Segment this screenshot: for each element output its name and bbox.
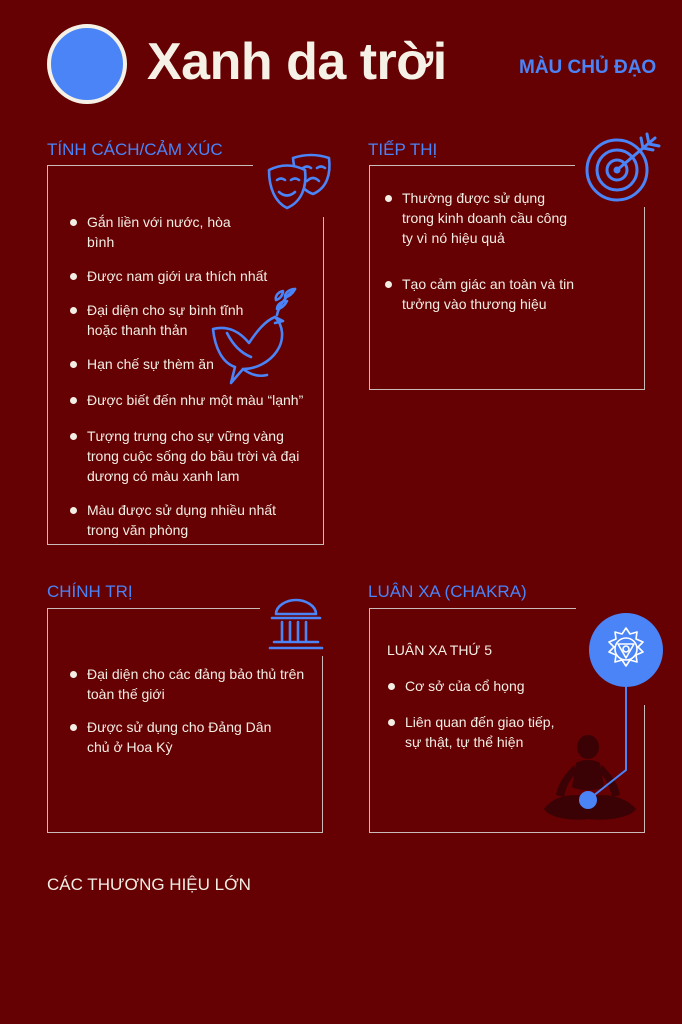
- list-item: Thường được sử dụng trong kinh doanh cầu công ty vì nó hiệu quả: [385, 188, 572, 248]
- color-swatch-circle: [47, 24, 127, 104]
- personality-heading: TÍNH CÁCH/CẢM XÚC: [47, 140, 223, 159]
- list-item: Được biết đến như một màu “lạnh”: [70, 390, 310, 410]
- theater-masks-icon: [265, 150, 335, 212]
- list-item: Đại diện cho các đảng bảo thủ trên toàn thế giới: [70, 664, 307, 704]
- chakra-subheading: LUÂN XA THỨ 5: [387, 642, 493, 658]
- list-item: Được sử dụng cho Đảng Dân chủ ở Hoa Kỳ: [70, 717, 277, 757]
- list-item: Cơ sở của cổ họng: [388, 676, 568, 696]
- personality-list: [70, 212, 310, 540]
- list-item: Tượng trưng cho sự vững vàng trong cuộc sống do bầu trời và đại dương có màu xanh lam: [70, 426, 319, 486]
- list-item: Hạn chế sự thèm ăn: [70, 354, 310, 374]
- throat-chakra-icon: [588, 612, 664, 688]
- chakra-heading: LUÂN XA (CHAKRA): [368, 582, 527, 601]
- politics-list: [70, 664, 305, 757]
- list-item: Liên quan đến giao tiếp, sự thật, tự thể hiện: [388, 712, 573, 752]
- marketing-list: [385, 188, 605, 314]
- brands-heading: CÁC THƯƠNG HIỆU LỚN: [47, 875, 251, 894]
- marketing-heading: TIẾP THỊ: [368, 140, 438, 159]
- list-item: Gắn liền với nước, hòa bình: [70, 212, 237, 252]
- list-item: Màu được sử dụng nhiều nhất trong văn phòng: [70, 500, 307, 540]
- page-title: Xanh da trời: [147, 33, 447, 91]
- chakra-list: [388, 676, 568, 752]
- list-item: Được nam giới ưa thích nhất: [70, 266, 310, 286]
- politics-heading: CHÍNH TRỊ: [47, 582, 133, 601]
- list-item: Tạo cảm giác an toàn và tin tưởng vào thương hiệu: [385, 274, 602, 314]
- list-item: Đại diện cho sự bình tĩnh hoặc thanh thản: [70, 300, 257, 340]
- page-subtitle: MÀU CHỦ ĐẠO: [519, 57, 657, 78]
- capitol-building-icon: [268, 598, 324, 650]
